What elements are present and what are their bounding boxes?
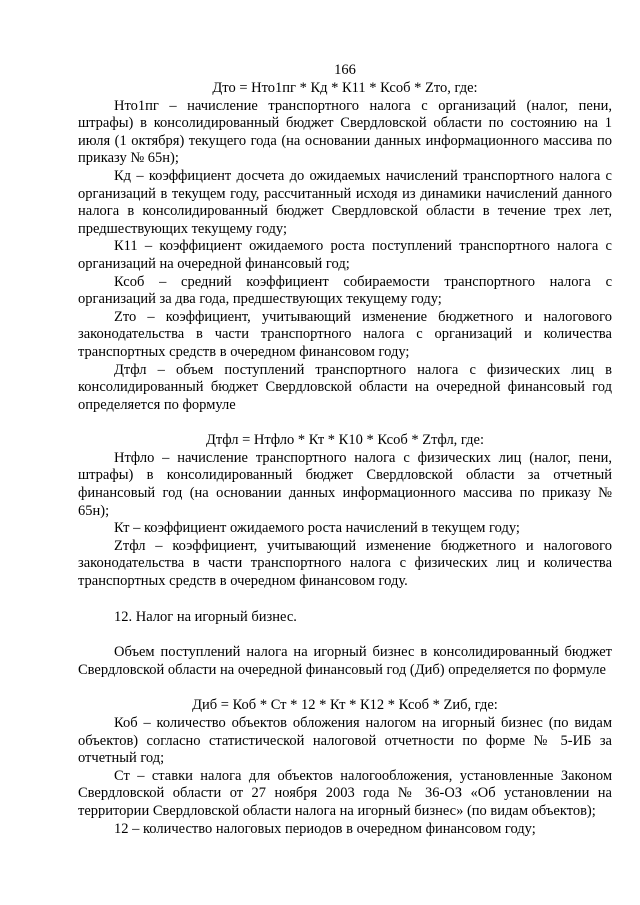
definition-k11: К11 – коэффициент ожидаемого роста поступлений транспортного налога с организаций на очередной финансовый год;: [78, 238, 612, 272]
definition-ntflo: Нтфло – начисление транспортного налога с физических лиц (налог, пени, штрафы) в консолидированный бюджет Свердловской области за отчетный финансовый год (на основании данных информационного массива по приказу № 65н);: [78, 449, 612, 519]
definition-dtfl: Дтфл – объем поступлений транспортного налога с физических лиц в консолидированный бюджет Свердловской области на очередной финансовый год определяется по формуле: [78, 361, 612, 413]
definition-ksob: Ксоб – средний коэффициент собираемости транспортного налога с организаций за два года, предшествующих текущему году;: [78, 273, 612, 308]
document-page: [78, 0, 612, 905]
section-heading: 12. Налог на игорный бизнес.: [114, 608, 297, 625]
formula-dto: Дто = Нто1пг * Кд * К11 * Ксоб * Zто, где:: [212, 80, 478, 96]
formula-dtfl: Дтфл = Нтфло * Кт * К10 * Ксоб * Zтфл, где:: [205, 432, 485, 449]
definition-kd: Кд – коэффициент досчета до ожидаемых начислений транспортного налога с организаций в текущем году, рассчитанный исходя из динамики начислений данного налога в консолидированный бюджет Свердловской области в течение трех лет, предшествующих текущему году;: [78, 167, 612, 237]
definition-st: Ст – ставки налога для объектов налогообложения, установленные Законом Свердловской области от 27 ноября 2003 года № 36-ОЗ «Об установлении на территории Свердловской области налога на игорный бизнес» (по видам объектов);: [78, 767, 612, 819]
definition-nto1pg: Нто1пг – начисление транспортного налога с организаций (налог, пени, штрафы) в консолидированный бюджет Свердловской области по состоянию на 1 июля (1 октября) текущего года (на основании данных информационного массива по приказу № 65н);: [78, 97, 612, 167]
definition-12: 12 – количество налоговых периодов в очередном финансовом году;: [114, 820, 536, 837]
definition-zto: Zто – коэффициент, учитывающий изменение бюджетного и налогового законодательства в части транспортного налога с организаций и количества транспортных средств в очередном финансовом году;: [78, 308, 612, 360]
section-intro: Объем поступлений налога на игорный бизнес в консолидированный бюджет Свердловской области на очередной финансовый год (Диб) определяется по формуле: [78, 644, 612, 678]
formula-dib: Диб = Коб * Ст * 12 * Кт * К12 * Ксоб * Zиб, где:: [192, 697, 498, 714]
definition-kt: Кт – коэффициент ожидаемого роста начислений в текущем году;: [114, 520, 520, 537]
document-body: [78, 80, 612, 838]
definition-ztfl: Zтфл – коэффициент, учитывающий изменение бюджетного и налогового законодательства в части транспортного налога с физических лиц и количества транспортных средств в очередном финансовом году.: [78, 537, 612, 590]
definition-kob: Коб – количество объектов обложения налогом на игорный бизнес (по видам объектов) согласно статистической налоговой отчетности по форме № 5-ИБ за отчетный год;: [78, 715, 612, 767]
page-number: 166: [334, 62, 356, 78]
